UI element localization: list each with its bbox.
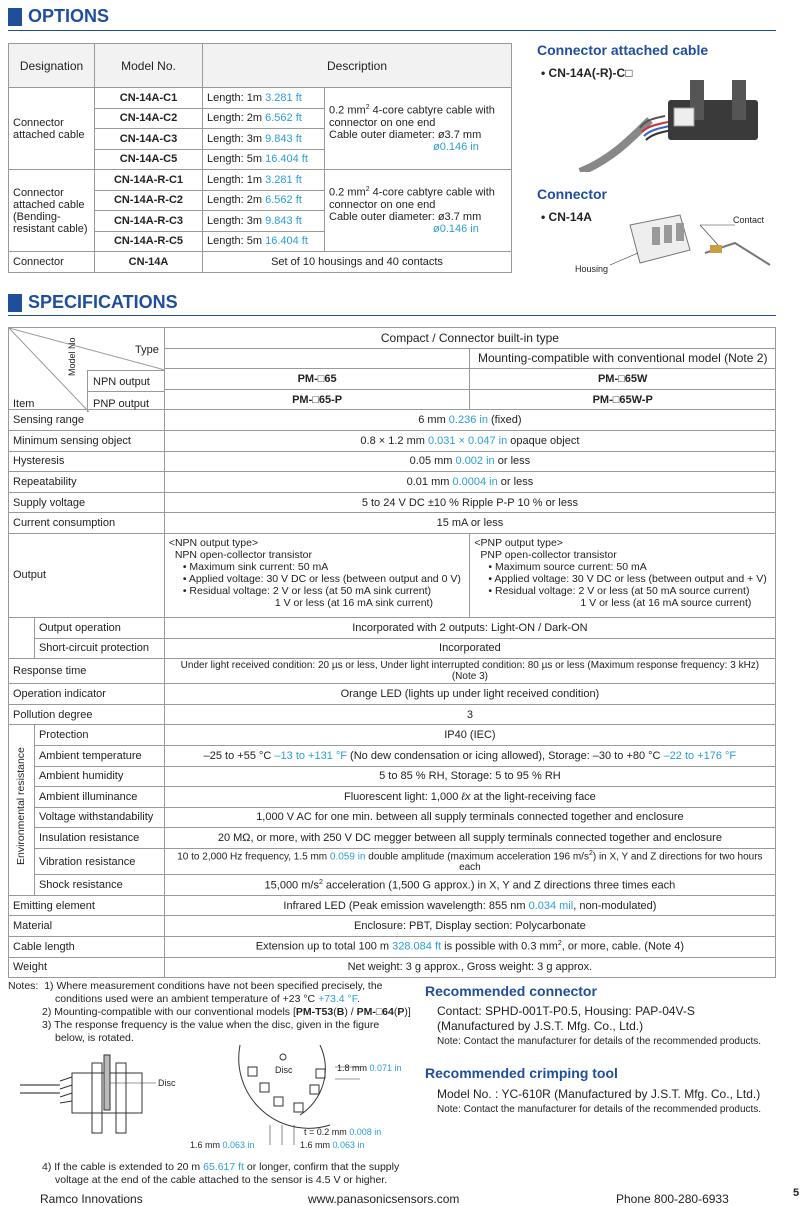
table-row [9,745,776,766]
spec-value: Enclosure: PBT, Display section: Polycarbonate [164,916,775,937]
specs-title: SPECIFICATIONS [28,292,178,312]
spec-label: Emitting element [9,895,165,916]
spec-value: IP40 (IEC) [164,725,775,746]
spec-value: 6 mm 0.236 in (fixed) [164,410,775,431]
length-cell: Length: 2m 6.562 ft [203,108,325,129]
table-row [9,472,776,493]
heading-square-icon [8,8,22,26]
rec-tool-title: Recommended crimping tool [425,1065,618,1081]
spec-value: Extension up to total 100 m 328.084 ft is possible with 0.3 $mm^2$, or more, cable. (Note 4) [164,936,775,957]
spec-label: Insulation resistance [34,828,164,849]
spec-label: Cable length [9,936,165,957]
cable-side-title: Connector attached cable [537,42,709,58]
options-rule [8,30,776,31]
spec-label: Response time [9,659,165,684]
table-row [9,895,776,916]
spec-value: 0.05 mm 0.002 in or less [164,451,775,472]
compact-type: Compact / Connector built-in type [164,328,775,349]
table-row [9,936,776,957]
model-no-label: Model No [67,337,77,376]
spec-label: Ambient illuminance [34,787,164,808]
table-row [9,410,776,431]
model-cell: CN-14A-C2 [95,108,203,129]
dim-4: 1.6 mm 0.063 in [300,1140,365,1150]
spec-value: 1,000 V AC for one min. between all supply terminals connected together and enclosure [164,807,775,828]
spec-label: Weight [9,957,165,978]
table-row [9,492,776,513]
spec-value: 20 MΩ, or more, with 250 V DC megger between all supply terminals connected together and enclosure [164,828,775,849]
options-table [8,43,512,273]
table-row [9,875,776,896]
spec-label: Output [9,533,165,617]
spec-label: Minimum sensing object [9,430,165,451]
model-cell: CN-14A-C3 [95,129,203,150]
table-row [9,170,512,191]
table-row [9,659,776,684]
specs-heading [8,292,178,313]
footer-phone: Phone 800-280-6933 [616,1192,729,1206]
heading-square-icon [8,294,22,312]
model-cell: CN-14A-R-C3 [95,211,203,232]
spec-value: 15,000 $m/s^2$ acceleration (1,500 G approx.) in X, Y and Z directions three times each [164,875,775,896]
length-cell: Length: 1m 3.281 ft [203,170,325,191]
dim-2: t = 0.2 mm 0.008 in [304,1127,382,1137]
table-row [9,617,776,638]
length-cell: Length: 5m 16.404 ft [203,149,325,170]
col-description: Description [203,44,512,88]
table-row [9,787,776,808]
npn-label: NPN output [93,376,150,388]
type-item-corner [9,328,165,410]
notes-block: Notes: 1) Where measurement conditions have not been specified precisely, the conditions used were an ambient temperature of +23 °C +73.4 °F. 2) Mounting-compatible with our conventional models [PM-T53(B) / PM-□64(P)] 3) The response frequency is the value when the disc, given in the figure below, is rotated. [8,980,411,1044]
length-cell: Length: 3m 9.843 ft [203,129,325,150]
sensor-arm [732,80,746,120]
table-row [9,766,776,787]
npn-model-b: PM-□65W [470,369,776,390]
spec-label: Pollution degree [9,704,165,725]
pnp-model-a: PM-□65-P [164,389,470,410]
spec-value: Incorporated with 2 outputs: Light-ON / Dark-ON [164,617,775,638]
connector-side-item: • CN-14A [541,210,592,224]
spec-label: Sensing range [9,410,165,431]
pnp-model-b: PM-□65W-P [470,389,776,410]
spec-value: 0.8 × 1.2 mm 0.031 × 0.047 in opaque object [164,430,775,451]
model-cell: CN-14A-R-C2 [95,190,203,211]
table-row [9,638,776,659]
npn-output-cell: <NPN output type> NPN open-collector transistor • Maximum sink current: 50 mA • Applied voltage: 30 V DC or less (between output and 0 V) • Residual voltage: 2 V or less (at 50 mA sink current) 1 V or less (at 16 mA sink current) [164,533,470,617]
table-row [9,916,776,937]
spec-label: Ambient temperature [34,745,164,766]
spec-value: 5 to 85 % RH, Storage: 5 to 95 % RH [164,766,775,787]
spec-value: Orange LED (lights up under light received condition) [164,684,775,705]
table-row [9,725,776,746]
length-cell: Length: 3m 9.843 ft [203,211,325,232]
pnp-output-cell: <PNP output type> PNP open-collector transistor • Maximum source current: 50 mA • Applied voltage: 30 V DC or less (between output and + V) • Residual voltage: 2 V or less (at 50 mA source current) 1 V or less (at 16 mA source current) [470,533,776,617]
spec-label: Protection [34,725,164,746]
options-heading [8,6,109,27]
pnp-label: PNP output [93,398,150,410]
designation-cell: Connector attached cable (Bending-resistant cable) [9,170,95,252]
spec-label: Output operation [34,617,164,638]
options-title: OPTIONS [28,6,110,26]
spec-value: Fluorescent light: 1,000 ℓx at the light-receiving face [164,787,775,808]
spec-label: Hysteresis [9,451,165,472]
table-row [9,88,512,109]
spec-value: 0.01 mm 0.0004 in or less [164,472,775,493]
spec-value: 10 to 2,000 Hz frequency, 1.5 mm 0.059 in double amplitude (maximum acceleration 196 $m/s^2$) in X, Y and Z directions for two hours each [164,848,775,874]
item-label: Item [13,398,35,410]
spec-value: 15 mA or less [164,513,775,534]
housing-label: Housing [575,264,609,274]
spec-label: Current consumption [9,513,165,534]
spec-label: Voltage withstandability [34,807,164,828]
contact-label: Contact [733,215,765,225]
rec-connector-title: Recommended connector [425,983,597,999]
col-model: Model No. [95,44,203,88]
cable-side-item: • CN-14A(-R)-C□ [541,66,633,80]
rec-tool-body: Model No. : YC-610R (Manufactured by J.S.T. Mfg. Co., Ltd.) Note: Contact the manufacturer for details of the recommended products. [437,1087,762,1115]
footer-website[interactable]: www.panasonicsensors.com [308,1192,460,1206]
footer-company: Ramco Innovations [40,1192,143,1206]
table-row [9,957,776,978]
spec-value: Infrared LED (Peak emission wavelength: 855 nm 0.034 mil, non-modulated) [164,895,775,916]
spec-label: Short-circuit protection [34,638,164,659]
description-cell: 0.2 $mm^2$ 4-core cabtyre cable with connector on one end Cable outer diameter: ø3.7 mm ø0.146 in [325,170,512,252]
table-row [9,430,776,451]
description-cell: Set of 10 housings and 40 contacts [203,252,512,273]
spec-label: Material [9,916,165,937]
env-label-cell [9,725,35,895]
dim-1: 1.8 mm 0.071 in [337,1063,402,1073]
disc-label: Disc [158,1078,176,1088]
model-cell: CN-14A-R-C1 [95,170,203,191]
spec-value: 5 to 24 V DC ±10 % Ripple P-P 10 % or less [164,492,775,513]
table-row [9,684,776,705]
env-label: Environmental resistance [15,747,27,866]
table-row [9,828,776,849]
cable-image [570,80,770,172]
table-row [9,252,512,273]
npn-model-a: PM-□65 [164,369,470,390]
table-row [9,513,776,534]
type-label: Type [135,344,159,356]
length-cell: Length: 2m 6.562 ft [203,190,325,211]
spec-value: –25 to +55 °C –13 to +131 °F (No dew condensation or icing allowed), Storage: –30 to +80 °C –22 to +176 °F [164,745,775,766]
spec-value: Net weight: 3 g approx., Gross weight: 3 g approx. [164,957,775,978]
table-row [9,451,776,472]
model-cell: CN-14A-R-C5 [95,231,203,252]
table-row [9,533,776,617]
table-row [9,807,776,828]
disc-arc [239,1045,330,1128]
specs-rule [8,315,776,316]
spec-value: Under light received condition: 20 µs or less, Under light interrupted condition: 80 µs or less (Maximum response frequency: 3 kHz) (Note 3) [164,659,775,684]
designation-cell: Connector [9,252,95,273]
spec-label: Supply voltage [9,492,165,513]
length-cell: Length: 5m 16.404 ft [203,231,325,252]
note-4: 4) If the cable is extended to 20 m 65.617 ft or longer, confirm that the supply voltage at the end of the cable attached to the sensor is 4.5 V or higher. [42,1161,400,1186]
table-row [9,848,776,874]
disc-figure [20,1045,420,1155]
spec-label: Ambient humidity [34,766,164,787]
disc-label-2: Disc [275,1065,293,1075]
spec-value: 3 [164,704,775,725]
rec-connector-body: Contact: SPHD-001T-P0.5, Housing: PAP-04V-S (Manufactured by J.S.T. Mfg. Co., Ltd.) Note: Contact the manufacturer for details of the recommended products. [437,1004,762,1047]
mounting-compatible: Mounting-compatible with conventional model (Note 2) [470,348,776,369]
length-cell: Length: 1m 3.281 ft [203,88,325,109]
spec-label: Operation indicator [9,684,165,705]
spec-label: Repeatability [9,472,165,493]
spec-label: Vibration resistance [34,848,164,874]
page-number: 5 [793,1187,800,1199]
model-cell: CN-14A-C5 [95,149,203,170]
model-cell: CN-14A [95,252,203,273]
specs-table [8,327,776,978]
spec-value: Incorporated [164,638,775,659]
col-designation: Designation [9,44,95,88]
disc-edge [104,1055,110,1110]
dim-3: 1.6 mm 0.063 in [190,1140,255,1150]
model-cell: CN-14A-C1 [95,88,203,109]
connector-side-title: Connector [537,186,607,202]
spec-label: Shock resistance [34,875,164,896]
description-cell: 0.2 $mm^2$ 4-core cabtyre cable with connector on one end Cable outer diameter: ø3.7 mm ø0.146 in [325,88,512,170]
designation-cell: Connector attached cable [9,88,95,170]
table-row [9,704,776,725]
cable-shape [580,120,650,172]
